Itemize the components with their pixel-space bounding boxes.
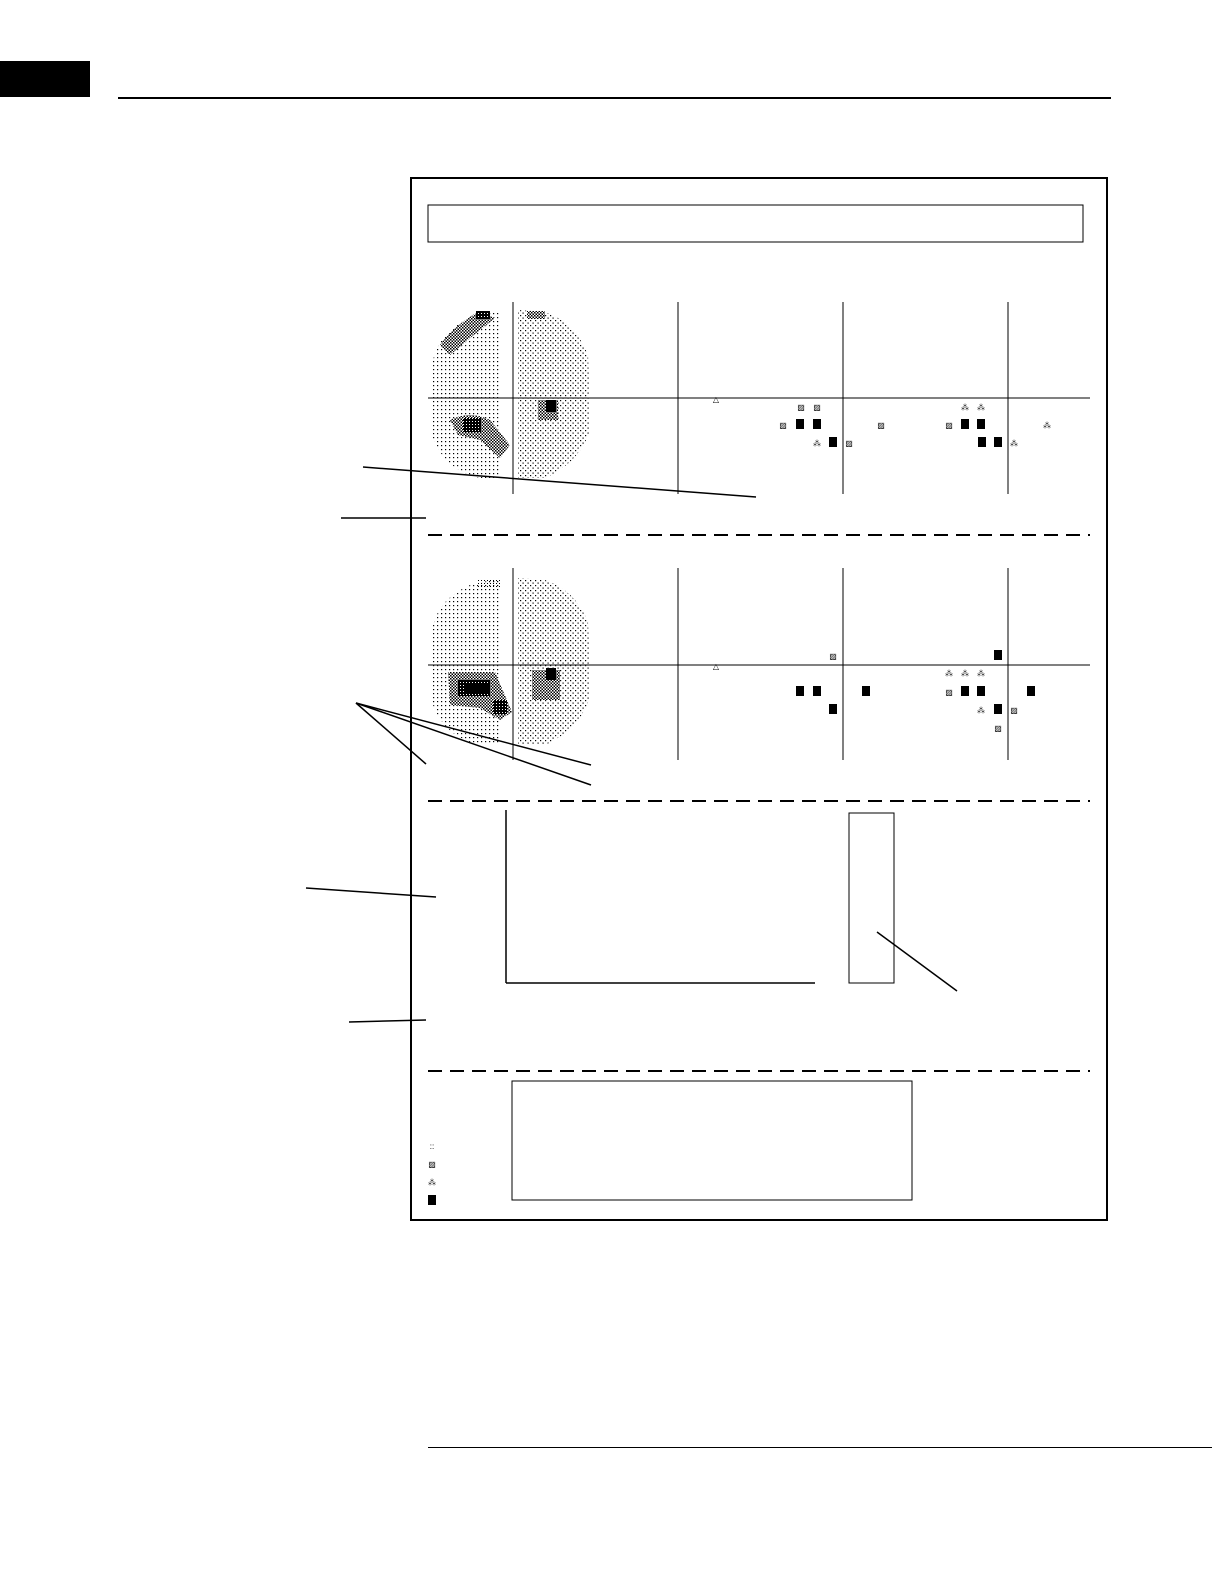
- legend-symbol-2: ▨: [428, 1160, 436, 1169]
- svg-text:⁂: ⁂: [1010, 439, 1018, 448]
- svg-text:⁂: ⁂: [961, 669, 969, 678]
- svg-text:⁂: ⁂: [1043, 421, 1051, 430]
- svg-text:▨: ▨: [945, 688, 953, 697]
- legend-symbol-05: [428, 1195, 436, 1205]
- svg-text:▨: ▨: [797, 403, 805, 412]
- projection-bar: [849, 813, 894, 983]
- legend-symbol-5: ::: [429, 1142, 435, 1151]
- report-frame: [411, 178, 1107, 1220]
- svg-text:▨: ▨: [877, 421, 885, 430]
- svg-text:▨: ▨: [1010, 706, 1018, 715]
- legend-symbol-1: ⁂: [428, 1178, 436, 1187]
- svg-text:▨: ▨: [779, 421, 787, 430]
- svg-text:▨: ▨: [813, 403, 821, 412]
- notes-box[interactable]: [512, 1081, 912, 1200]
- svg-text:⁂: ⁂: [813, 439, 821, 448]
- svg-text:⁂: ⁂: [977, 669, 985, 678]
- svg-text:▨: ▨: [845, 439, 853, 448]
- svg-text:▨: ▨: [829, 652, 837, 661]
- svg-text:⁂: ⁂: [945, 669, 953, 678]
- svg-text:▨: ▨: [994, 724, 1002, 733]
- svg-text:⁂: ⁂: [977, 706, 985, 715]
- svg-text:▨: ▨: [945, 421, 953, 430]
- blind-spot-marker: △: [712, 662, 720, 671]
- svg-text:⁂: ⁂: [977, 403, 985, 412]
- svg-text:⁂: ⁂: [961, 403, 969, 412]
- blind-spot-marker: △: [712, 395, 720, 404]
